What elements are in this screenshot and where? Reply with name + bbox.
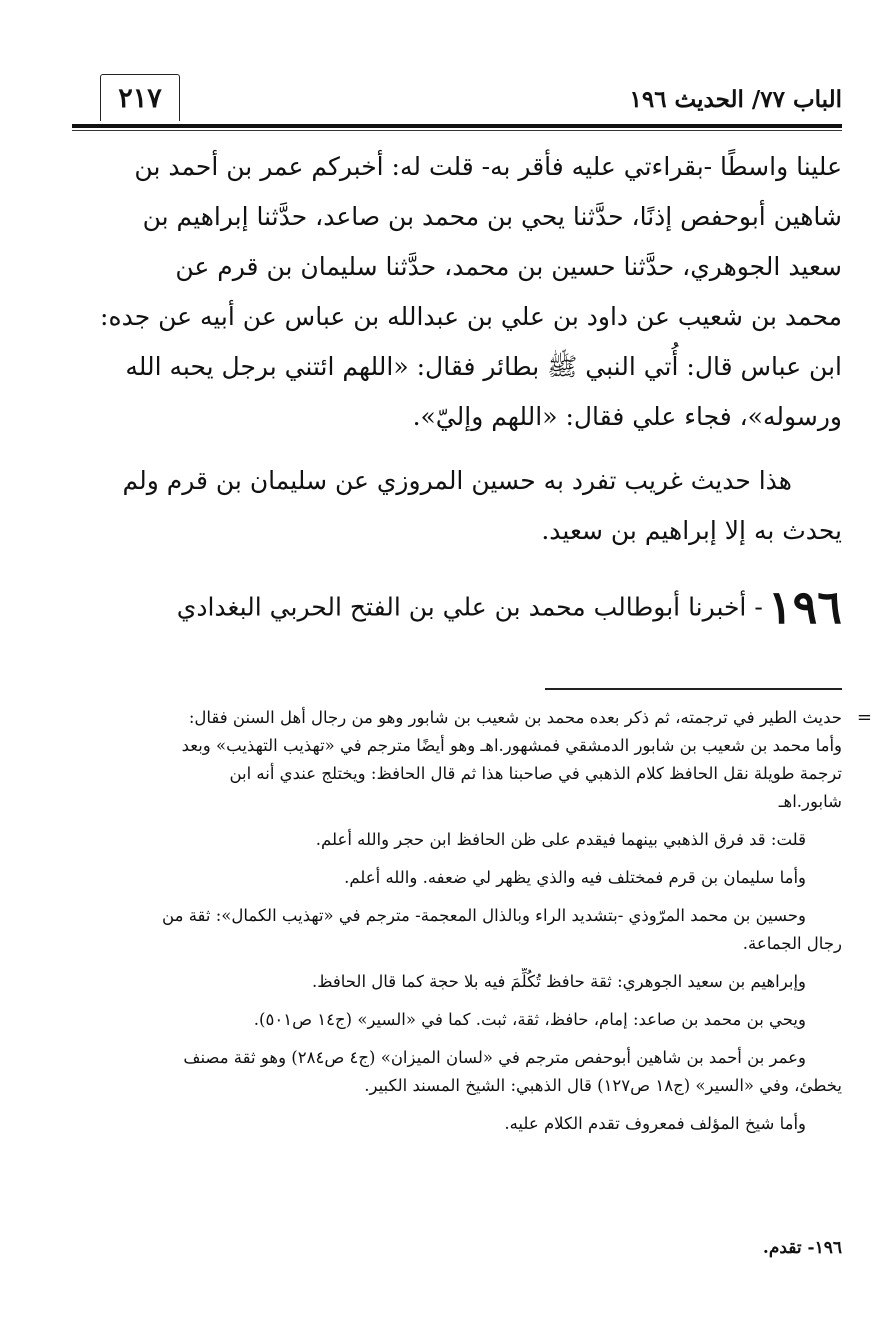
footnote-line: حديث الطير في ترجمته، ثم ذكر بعده محمد بن شعيب بن شابور وهو من رجال أهل السنن فقال: (188, 708, 842, 727)
page-number: ٢١٧ (118, 82, 162, 114)
running-head: الباب ٧٧/ الحديث ١٩٦ (629, 86, 842, 113)
hadith-number: ١٩٦ (767, 580, 842, 634)
footnote-paragraph (76, 704, 872, 816)
page-number-box (100, 74, 180, 121)
footnote-line: وأما شيخ المؤلف فمعروف تقدم الكلام عليه. (504, 1114, 806, 1133)
comment-line: هذا حديث غريب تفرد به حسين المروزي عن سليمان بن قرم ولم (122, 466, 792, 495)
footnote-line: رجال الجماعة. (742, 934, 842, 953)
footnote-paragraph (76, 826, 842, 854)
footnotes (76, 704, 872, 1138)
footnote-paragraph (76, 968, 842, 996)
footnote-paragraph (76, 1110, 842, 1138)
header-rule (72, 124, 842, 128)
main-line: ورسوله»، فجاء علي فقال: «اللهم وإليّ». (412, 402, 842, 431)
footnote-line: ترجمة طويلة نقل الحافظ كلام الذهبي في صاحبنا هذا ثم قال الحافظ: ويختلج عندي أنه ابن (229, 764, 842, 783)
footnote-line: وحسين بن محمد المرّوذي -بتشديد الراء وبالذال المعجمة- مترجم في «تهذيب الكمال»: ثقة من (162, 906, 806, 925)
footnote-line: وأما محمد بن شعيب بن شابور الدمشقي فمشهور.اهـ وهو أيضًا مترجم في «تهذيب التهذيب» وبعد (181, 736, 842, 755)
footnote-paragraph (76, 902, 842, 958)
comment-line: يحدث به إلا إبراهيم بن سعيد. (541, 516, 842, 545)
footnote-line: وإبراهيم بن سعيد الجوهري: ثقة حافظ تُكُلِّمَ فيه بلا حجة كما قال الحافظ. (311, 972, 806, 991)
footnote-continuation-marker: = (856, 707, 872, 728)
footnote-line: وأما سليمان بن قرم فمختلف فيه والذي يظهر لي ضعفه. والله أعلم. (344, 868, 806, 887)
header-rule-thin (72, 130, 842, 131)
hadith-heading-text: - أخبرنا أبوطالب محمد بن علي بن الفتح الحربي البغدادي (176, 592, 763, 622)
footnote-hadith-note: ١٩٦- تقدم. (762, 1238, 842, 1258)
footnote-line: شابور.اهـ (778, 792, 842, 811)
footnote-line: ويحي بن محمد بن صاعد: إمام، حافظ، ثقة، ثبت. كما في «السير» (ج١٤ ص٥٠١). (253, 1010, 806, 1029)
main-line: شاهين أبوحفص إذنًا، حدَّثنا يحي بن محمد بن صاعد، حدَّثنا إبراهيم بن (142, 202, 842, 231)
footnote-paragraph (76, 864, 842, 892)
footnote-line: يخطئ، وفي «السير» (ج١٨ ص١٢٧) قال الذهبي: الشيخ المسند الكبير. (364, 1076, 842, 1095)
footnote-paragraph (76, 1044, 842, 1100)
hadith-heading (76, 580, 842, 640)
main-line: ابن عباس قال: أُتي النبي ﷺ بطائر فقال: «اللهم ائتني برجل يحبه الله (125, 352, 842, 381)
footnote-line: وعمر بن أحمد بن شاهين أبوحفص مترجم في «لسان الميزان» (ج٤ ص٢٨٤) وهو ثقة مصنف (183, 1048, 806, 1067)
main-text (76, 142, 842, 556)
main-line: محمد بن شعيب عن داود بن علي بن عبدالله بن عباس عن أبيه عن جده: (100, 302, 842, 331)
page-header (72, 72, 842, 128)
footnote-line: قلت: قد فرق الذهبي بينهما فيقدم على ظن الحافظ ابن حجر والله أعلم. (315, 830, 806, 849)
footnote-separator (545, 688, 842, 690)
main-line: علينا واسطًا -بقراءتي عليه فأقر به- قلت له: أخبركم عمر بن أحمد بن (134, 152, 842, 181)
footnote-paragraph (76, 1006, 842, 1034)
main-line: سعيد الجوهري، حدَّثنا حسين بن محمد، حدَّثنا سليمان بن قرم عن (175, 252, 842, 281)
